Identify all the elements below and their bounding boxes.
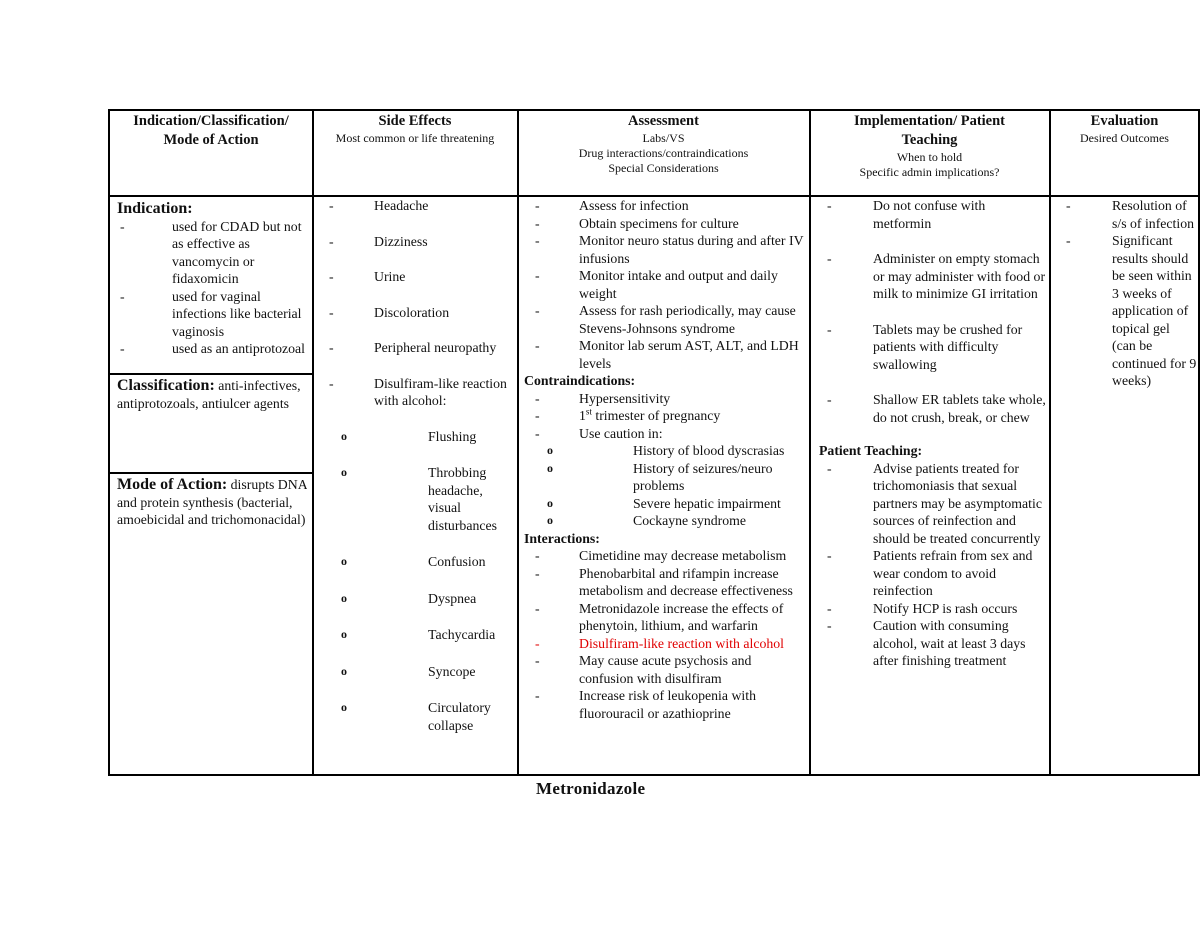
implementation-item: - Do not confuse with metformin <box>816 197 1046 232</box>
teaching-item: - Patients refrain from sex and wear condom to avoid reinfection <box>816 547 1046 600</box>
mode-cell <box>117 476 307 529</box>
assessment-item: - Obtain specimens for culture <box>524 215 808 233</box>
side-effect-sub-item: o Throbbing headache, visual disturbances <box>318 464 514 534</box>
teaching-item: - Advise patients treated for trichomoniasis that sexual partners may be asymptomatic sources of reinfection and should be treated concurrently <box>816 460 1046 548</box>
col-border-2 <box>517 109 519 776</box>
side-effect-item: - Urine <box>318 268 514 286</box>
patient-teaching-label: Patient Teaching: <box>819 443 923 458</box>
header-assessment-title: Assessment <box>628 113 699 129</box>
side-effect-item: - Discoloration <box>318 304 514 322</box>
side-effect-item: - Disulfiram-like reaction with alcohol: <box>318 375 514 410</box>
header-indication-line1: Indication/Classification/ <box>133 113 289 129</box>
evaluation-item: - Resolution of s/s of infection <box>1055 197 1197 232</box>
indication-cell <box>117 200 307 358</box>
interaction-item: - Metronidazole increase the effects of phenytoin, lithium, and warfarin <box>524 600 808 635</box>
interaction-item: - Phenobarbital and rifampin increase metabolism and decrease effectiveness <box>524 565 808 600</box>
classification-divider <box>108 472 314 474</box>
drug-table <box>108 109 1200 776</box>
header-side-effects <box>316 112 514 146</box>
contraindication-item: - Use caution in: <box>524 425 808 443</box>
table-bottom-border <box>108 774 1200 776</box>
evaluation-item: - Significant results should be seen within 3 weeks of application of topical gel (can be continued for 9 weeks) <box>1055 232 1197 390</box>
implementation-cell <box>816 197 1046 670</box>
interaction-item-highlight: - Disulfiram-like reaction with alcohol <box>524 635 808 653</box>
side-effect-item: - Peripheral neuropathy <box>318 339 514 357</box>
header-implementation-title2: Teaching <box>901 132 958 148</box>
header-evaluation-title: Evaluation <box>1090 113 1159 129</box>
list-item: - used for vaginal infections like bacterial vaginosis <box>117 288 307 341</box>
assessment-item: - Monitor neuro status during and after IV infusions <box>524 232 808 267</box>
teaching-item: - Notify HCP is rash occurs <box>816 600 1046 618</box>
assessment-item: - Assess for rash periodically, may cause Stevens-Johnsons syndrome <box>524 302 808 337</box>
side-effect-sub-item: o Confusion <box>318 553 514 571</box>
side-effect-item: - Headache <box>318 197 514 215</box>
header-implementation-sub1: When to hold <box>896 150 963 164</box>
contraindications-label: Contraindications: <box>524 373 636 388</box>
evaluation-cell <box>1055 197 1197 390</box>
drug-title: Metronidazole <box>536 779 646 798</box>
implementation-item: - Administer on empty stomach or may administer with food or milk to minimize GI irritation <box>816 250 1046 303</box>
classification-text: anti-infectives, antiprotozoals, antiulcer agents <box>117 378 301 411</box>
indication-label: Indication: <box>117 200 193 217</box>
header-indication-line2: Mode of Action <box>163 132 259 148</box>
interaction-item: - Cimetidine may decrease metabolism <box>524 547 808 565</box>
caution-item: o History of seizures/neuro problems <box>524 460 808 495</box>
contraindication-item: - Hypersensitivity <box>524 390 808 408</box>
side-effect-sub-item: o Tachycardia <box>318 626 514 644</box>
classification-cell <box>117 377 307 412</box>
table-top-border <box>108 109 1200 111</box>
header-evaluation-sub: Desired Outcomes <box>1080 131 1169 145</box>
side-effect-sub-item: o Dyspnea <box>318 590 514 608</box>
assessment-cell <box>524 197 808 722</box>
side-effect-sub-item: o Circulatory collapse <box>318 699 514 734</box>
header-implementation-title1: Implementation/ Patient <box>853 113 1006 129</box>
trimester-number: 1 <box>579 408 586 423</box>
interactions-label: Interactions: <box>524 530 600 546</box>
col-border-3 <box>809 109 811 776</box>
caution-item: o History of blood dyscrasias <box>524 442 808 460</box>
caution-item: o Severe hepatic impairment <box>524 495 808 513</box>
col-border-0 <box>108 109 110 776</box>
side-effect-sub-item: o Syncope <box>318 663 514 681</box>
header-assessment-sub2: Drug interactions/contraindications <box>578 146 749 160</box>
mode-label: Mode of Action: <box>117 476 228 493</box>
mode-text: disrupts DNA and protein synthesis (bacterial, amoebicidal and trichomonacidal) <box>117 477 307 527</box>
assessment-item: - Assess for infection <box>524 197 808 215</box>
header-assessment-sub1: Labs/VS <box>642 131 685 145</box>
side-effects-cell <box>318 197 514 734</box>
header-assessment-sub3: Special Considerations <box>608 161 719 175</box>
teaching-item: - Caution with consuming alcohol, wait at least 3 days after finishing treatment <box>816 617 1046 670</box>
caution-item: o Cockayne syndrome <box>524 512 808 530</box>
assessment-item: - Monitor intake and output and daily weight <box>524 267 808 302</box>
list-item: - used as an antiprotozoal <box>117 340 307 358</box>
header-implementation <box>813 112 1046 180</box>
col-border-4 <box>1049 109 1051 776</box>
header-assessment <box>521 112 806 176</box>
interaction-item: - Increase risk of leukopenia with fluorouracil or azathioprine <box>524 687 808 722</box>
classification-label: Classification: <box>117 377 215 394</box>
implementation-item: - Tablets may be crushed for patients with difficulty swallowing <box>816 321 1046 374</box>
contraindication-item <box>524 407 808 425</box>
header-implementation-sub2: Specific admin implications? <box>859 165 1000 179</box>
col-border-1 <box>312 109 314 776</box>
header-side-effects-title: Side Effects <box>378 113 452 129</box>
header-evaluation <box>1053 112 1196 146</box>
trimester-text: trimester of pregnancy <box>591 408 721 423</box>
header-indication <box>112 112 310 150</box>
side-effect-item: - Dizziness <box>318 233 514 251</box>
list-item: - used for CDAD but not as effective as vancomycin or fidaxomicin <box>117 218 307 288</box>
header-side-effects-sub: Most common or life threatening <box>335 131 495 145</box>
indication-divider <box>108 373 314 375</box>
implementation-item: - Shallow ER tablets take whole, do not crush, break, or chew <box>816 391 1046 426</box>
interaction-item: - May cause acute psychosis and confusion with disulfiram <box>524 652 808 687</box>
side-effect-sub-item: o Flushing <box>318 428 514 446</box>
trimester-suffix: st <box>585 406 592 417</box>
assessment-item: - Monitor lab serum AST, ALT, and LDH levels <box>524 337 808 372</box>
